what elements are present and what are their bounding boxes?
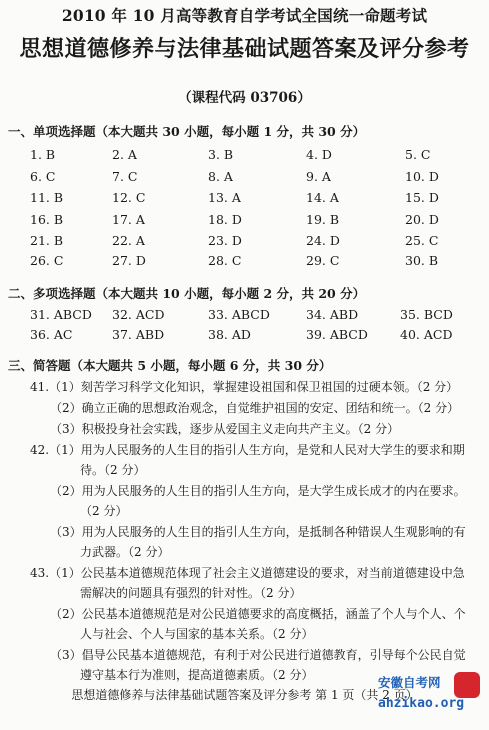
answer-item: 7. C [112, 169, 138, 184]
exam-title: 2010 年 10 月高等教育自学考试全国统一命题考试 [61, 6, 428, 25]
answer-item: 2. A [112, 147, 137, 162]
fist-icon [454, 672, 480, 698]
answer-item: 4. D [306, 147, 332, 162]
answer-item: 11. B [30, 190, 64, 205]
answer-item: 14. A [306, 190, 339, 205]
answer-item: 6. C [30, 169, 56, 184]
answer-line: （2）用为人民服务的人生目的指引人生方向，是大学生成长成才的内在要求。 [50, 484, 466, 498]
answer-item: 12. C [112, 190, 146, 205]
section-short-answer-heading: 三、简答题（本大题共 5 小题，每小题 6 分，共 30 分） [8, 358, 332, 373]
answer-item: 3. B [208, 147, 234, 162]
answer-item: 27. D [112, 253, 146, 268]
answer-line: 43.（1）公民基本道德规范体现了社会主义道德建设的要求，对当前道德建设中急 [30, 566, 465, 580]
answer-line: 人与社会、个人与国家的基本关系。（2 分） [80, 627, 314, 641]
answer-line: （2 分） [80, 504, 128, 518]
course-code: （课程代码 03706） [178, 90, 311, 106]
site-watermark-logo [366, 672, 486, 728]
answer-item: 37. ABD [112, 327, 165, 342]
watermark-cn: 安徽自考网 [378, 675, 441, 690]
answer-line: 需解决的问题具有强烈的针对性。（2 分） [80, 586, 302, 600]
answer-item: 28. C [208, 253, 242, 268]
answer-item: 13. A [208, 190, 241, 205]
answer-line: 待。（2 分） [80, 463, 146, 477]
answer-item: 29. C [306, 253, 340, 268]
page-footer: 思想道德修养与法律基础试题答案及评分参考 第 1 页（共 2 页） [71, 688, 418, 702]
answer-line: 力武器。（2 分） [80, 545, 170, 559]
answer-row [0, 327, 489, 343]
answer-item: 24. D [306, 233, 340, 248]
answer-line: 42.（1）用为人民服务的人生目的指引人生方向，是党和人民对大学生的要求和期 [30, 443, 465, 457]
answer-item: 33. ABCD [208, 307, 270, 322]
answer-row [0, 147, 489, 163]
answer-item: 23. D [208, 233, 242, 248]
answer-row [0, 212, 489, 228]
answer-item: 5. C [405, 147, 431, 162]
answer-row [0, 233, 489, 249]
document-title: 思想道德修养与法律基础试题答案及评分参考 [19, 36, 470, 62]
answer-row [0, 307, 489, 323]
answer-line: （2）确立正确的思想政治观念，自觉维护祖国的安定、团结和统一。（2 分） [50, 401, 460, 415]
answer-item: 39. ABCD [306, 327, 368, 342]
answer-item: 21. B [30, 233, 64, 248]
answer-item: 30. B [405, 253, 439, 268]
answer-item: 20. D [405, 212, 439, 227]
answer-line: （3）用为人民服务的人生目的指引人生方向，是抵制各种错误人生观影响的有 [50, 525, 466, 539]
answer-row [0, 253, 489, 269]
answer-line: （2）公民基本道德规范是对公民道德要求的高度概括，涵盖了个人与个人、个 [50, 607, 466, 621]
answer-item: 17. A [112, 212, 145, 227]
answer-item: 25. C [405, 233, 439, 248]
answer-item: 22. A [112, 233, 145, 248]
answer-item: 15. D [405, 190, 439, 205]
answer-item: 38. AD [208, 327, 251, 342]
answer-line: （3）倡导公民基本道德规范，有利于对公民进行道德教育，引导每个公民自觉 [50, 648, 466, 662]
answer-item: 10. D [405, 169, 439, 184]
answer-item: 26. C [30, 253, 64, 268]
answer-item: 35. BCD [400, 307, 453, 322]
section-single-choice-heading: 一、单项选择题（本大题共 30 小题，每小题 1 分，共 30 分） [8, 124, 366, 139]
answer-item: 9. A [306, 169, 331, 184]
section-multi-choice-heading: 二、多项选择题（本大题共 10 小题，每小题 2 分，共 20 分） [8, 286, 366, 301]
answer-line: 遵守基本行为准则，提高道德素质。（2 分） [80, 668, 314, 682]
answer-item: 34. ABD [306, 307, 359, 322]
answer-row [0, 190, 489, 206]
answer-item: 8. A [208, 169, 233, 184]
answer-item: 31. ABCD [30, 307, 92, 322]
answer-item: 36. AC [30, 327, 73, 342]
answer-row [0, 169, 489, 185]
answer-item: 16. B [30, 212, 64, 227]
answer-line: 41.（1）刻苦学习科学文化知识，掌握建设祖国和保卫祖国的过硬本领。（2 分） [30, 380, 459, 394]
answer-line: （3）积极投身社会实践，逐步从爱国主义走向共产主义。（2 分） [50, 422, 400, 436]
answer-item: 1. B [30, 147, 56, 162]
answer-item: 40. ACD [400, 327, 453, 342]
answer-item: 18. D [208, 212, 242, 227]
answer-item: 32. ACD [112, 307, 165, 322]
watermark-en: ahzikao.org [378, 696, 465, 711]
answer-item: 19. B [306, 212, 340, 227]
